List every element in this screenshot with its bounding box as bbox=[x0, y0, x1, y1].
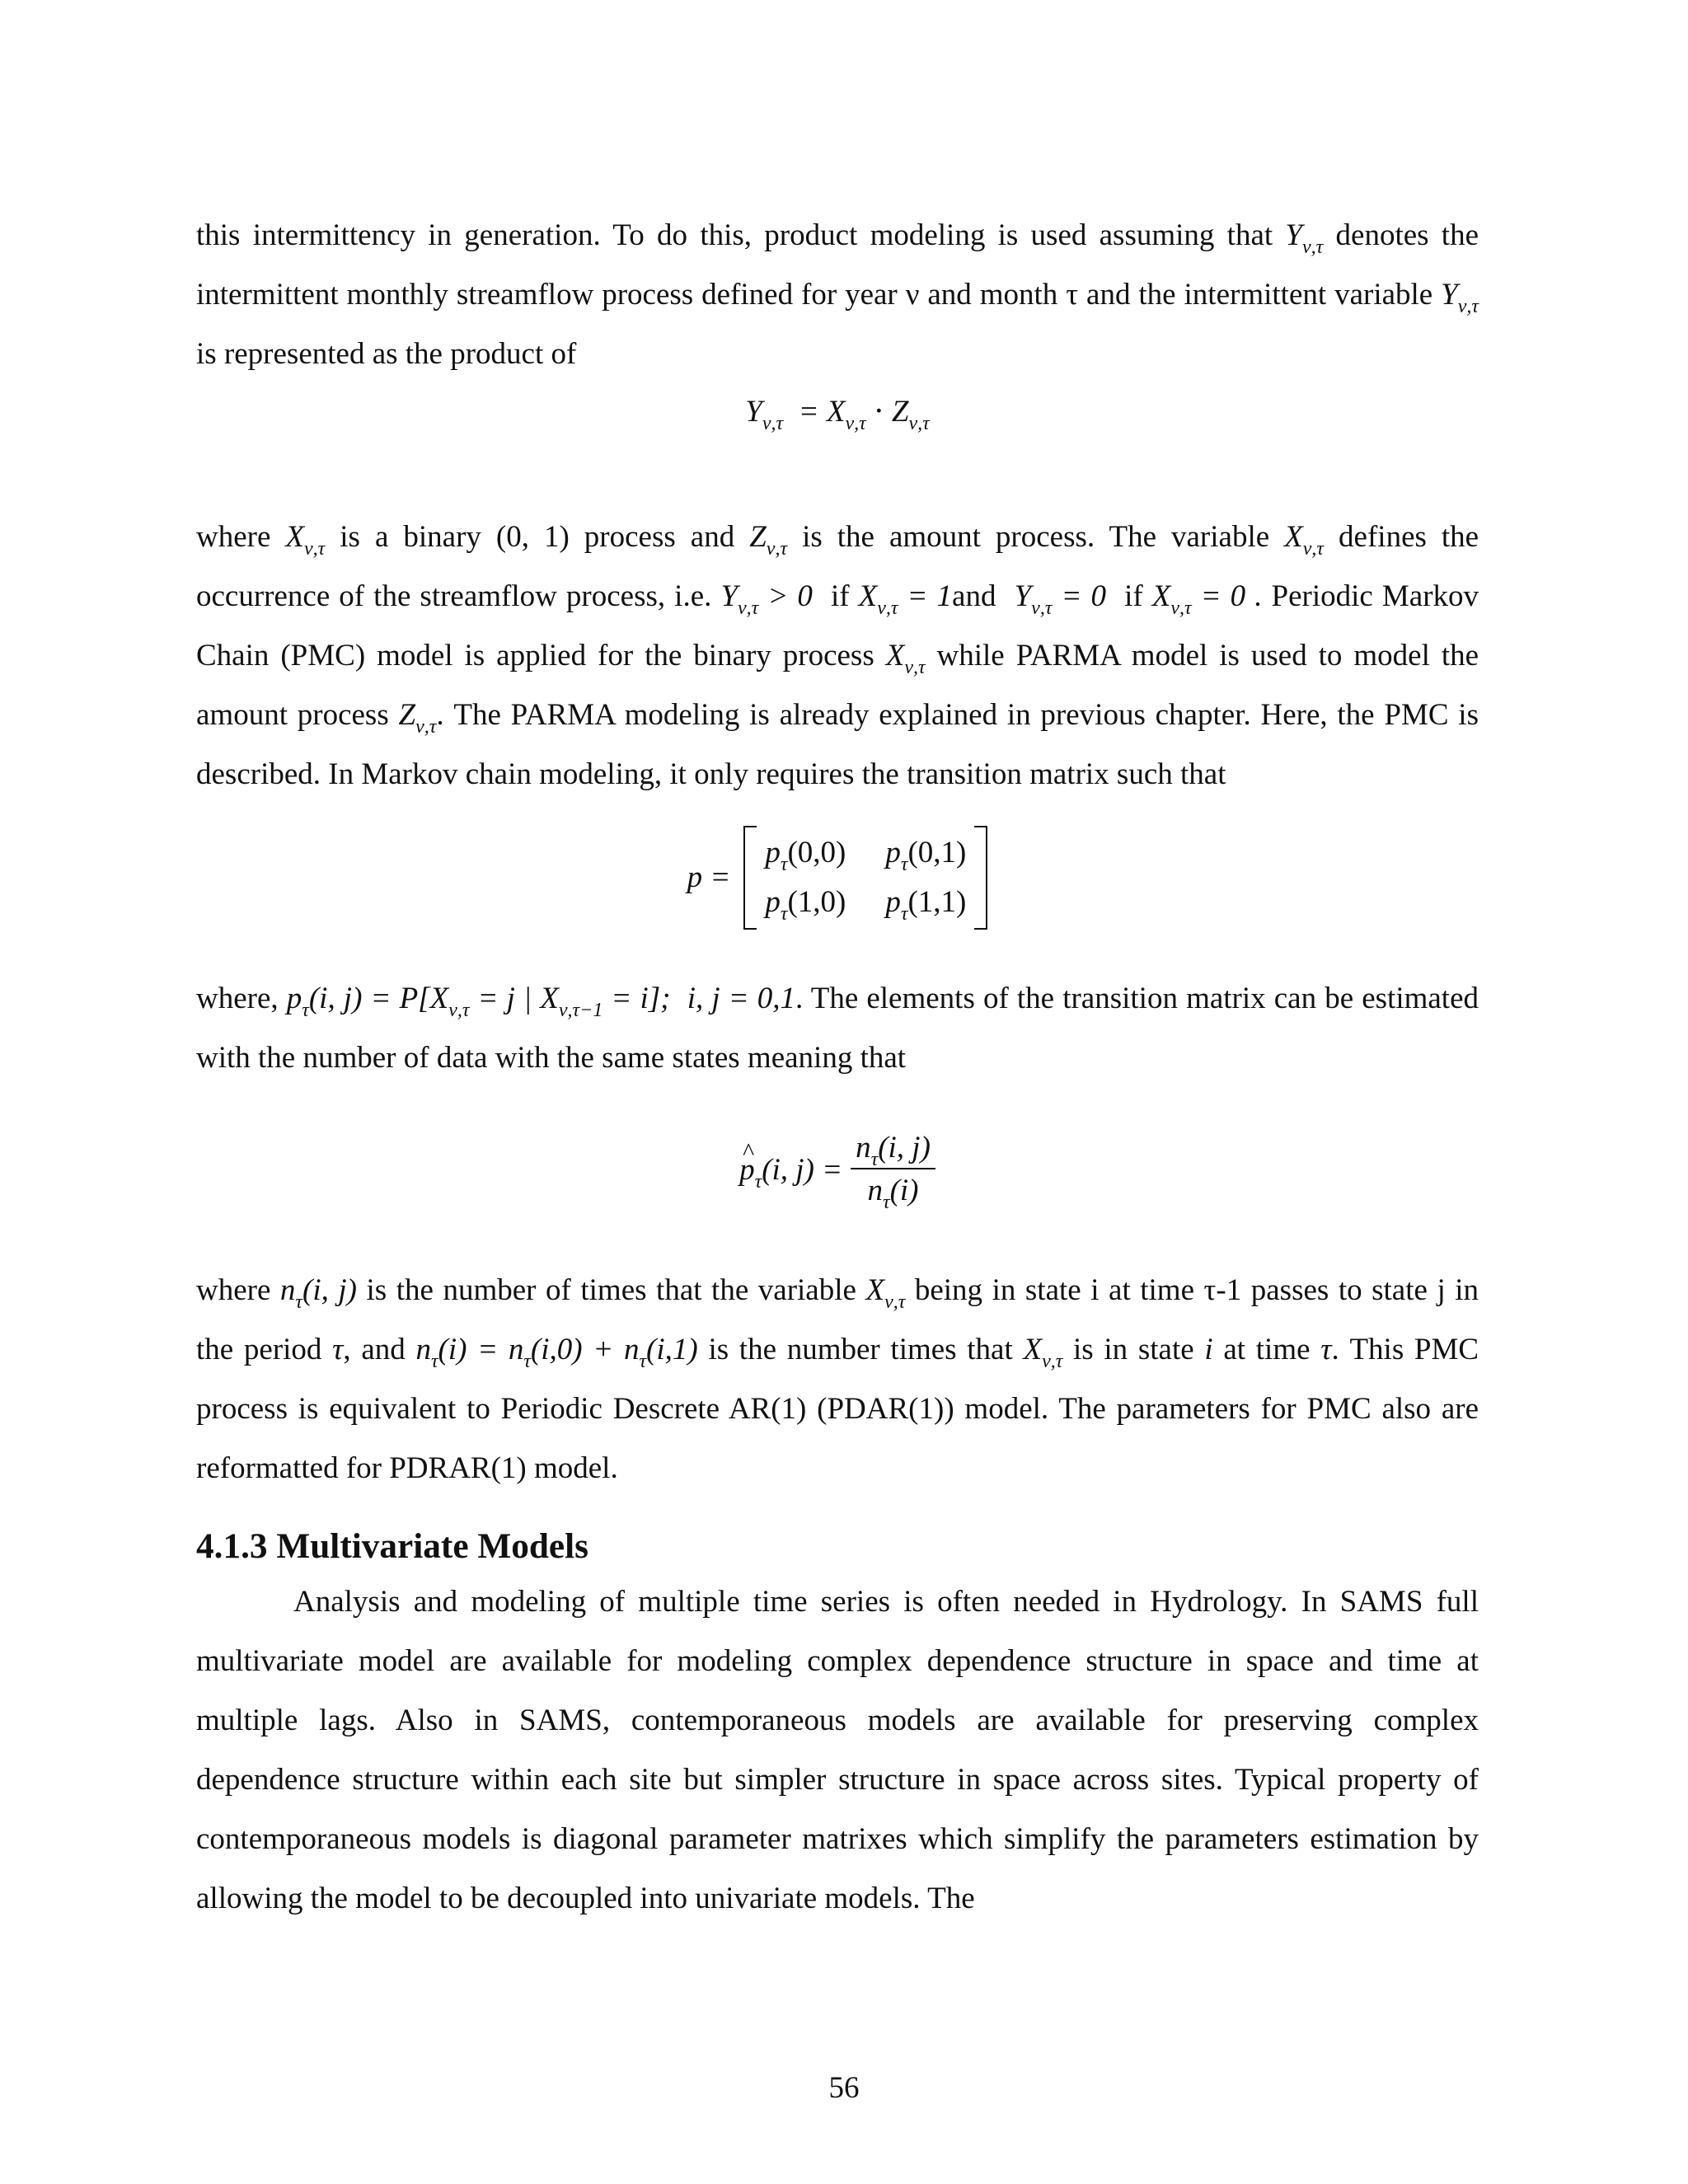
document-page bbox=[196, 206, 1479, 1929]
math-y: $Y_{\nu,\tau}$ bbox=[1441, 278, 1479, 317]
paragraph-counts: where $n_\tau(i$, j) is the number of times that the variable $X_{\nu,\tau}$ being in state i at time τ-1 passes to state j in the period τ, and $n_\tau(i) = n_\tau(i,0) + n_\tau(i,1)$ is the number times that $X_{\nu,\tau}$ is in state i at time τ. This PMC process is equivalent to Periodic Descrete AR(1) (PDAR(1)) model. The parameters for PMC also are reformatted for PDRAR(1) model. bbox=[196, 1273, 1479, 1485]
paragraph-transition-definition: where, $p_\tau(i$, $j) = P[X_{\nu,\tau} = j$ | $X_{\nu,\tau-1} = i$]; i, j = 0,1. The elements of the transition matrix can be estimated with the number of data with the same states meaning that bbox=[196, 982, 1479, 1075]
math-condition: $Y_{\nu,\tau} > 0$ if $X_{\nu,\tau} = 1and$ $Y_{\nu,\tau} = 0$ if $X_{\nu,\tau} = 0$ . bbox=[720, 579, 1263, 619]
math-transition-probability: $p_\tau(i$, $j) = P[X_{\nu,\tau} = j$ | $X_{\nu,\tau-1} = i$]; i, j = 0,1 bbox=[286, 982, 796, 1021]
section-heading: 4.1.3 Multivariate Models bbox=[196, 1526, 589, 1566]
paragraph-product-model: this intermittency in generation. To do this, product modeling is used assuming that $Y_{\nu,\tau}$ denotes the intermittent monthly streamflow process defined for year ν and month τ and the intermittent variable $Y_{\nu,\tau}$ is represented as the product of bbox=[196, 218, 1479, 371]
equation-transition-matrix: p = $p_\tau(0,0)$ $p_\tau(0,1)$ $p_\tau(1,0)$ $p_\tau(1,1)$ bbox=[196, 816, 1479, 940]
paragraph-binary-process: where $X_{\nu,\tau}$ is a binary (0, 1) process and $Z_{\nu,\tau}$ is the amount process. The variable $X_{\nu,\tau}$ defines the occurrence of the streamflow process, i.e. $Y_{\nu,\tau} > 0$ if $X_{\nu,\tau} = 1and$ $Y_{\nu,\tau} = 0$ if $X_{\nu,\tau} = 0$ . Periodic Markov Chain (PMC) model is applied for the binary process $X_{\nu,\tau}$ while PARMA model is used to model the amount process $Z_{\nu,\tau}$. The PARMA modeling is already explained in previous chapter. Here, the PMC is described. In Markov chain modeling, it only requires the transition matrix such that bbox=[196, 520, 1479, 791]
equation-product: $Y_{\nu,\tau} = X_{\nu,\tau} \cdot Z_{\nu,\tau}$ bbox=[745, 395, 930, 434]
paragraph-multivariate: Analysis and modeling of multiple time series is often needed in Hydrology. In SAMS full multivariate model are available for modeling complex dependence structure in space and time at multiple lags. Also in SAMS, contemporaneous models are available for preserving complex dependence structure within each site but simpler structure in space across sites. Typical property of contemporaneous models is diagonal parameter matrixes which simplify the parameters estimation by allowing the model to be decoupled into univariate models. The bbox=[196, 1585, 1479, 1915]
page-number: 56 bbox=[828, 2071, 860, 2105]
equation-estimate: ^ $p_\tau(i$, j) = $\frac{n_\tau(i, j)}{n_\tau(i)}$ bbox=[196, 1104, 1479, 1236]
math-y: $Y_{\nu,\tau}$ bbox=[1285, 218, 1324, 258]
